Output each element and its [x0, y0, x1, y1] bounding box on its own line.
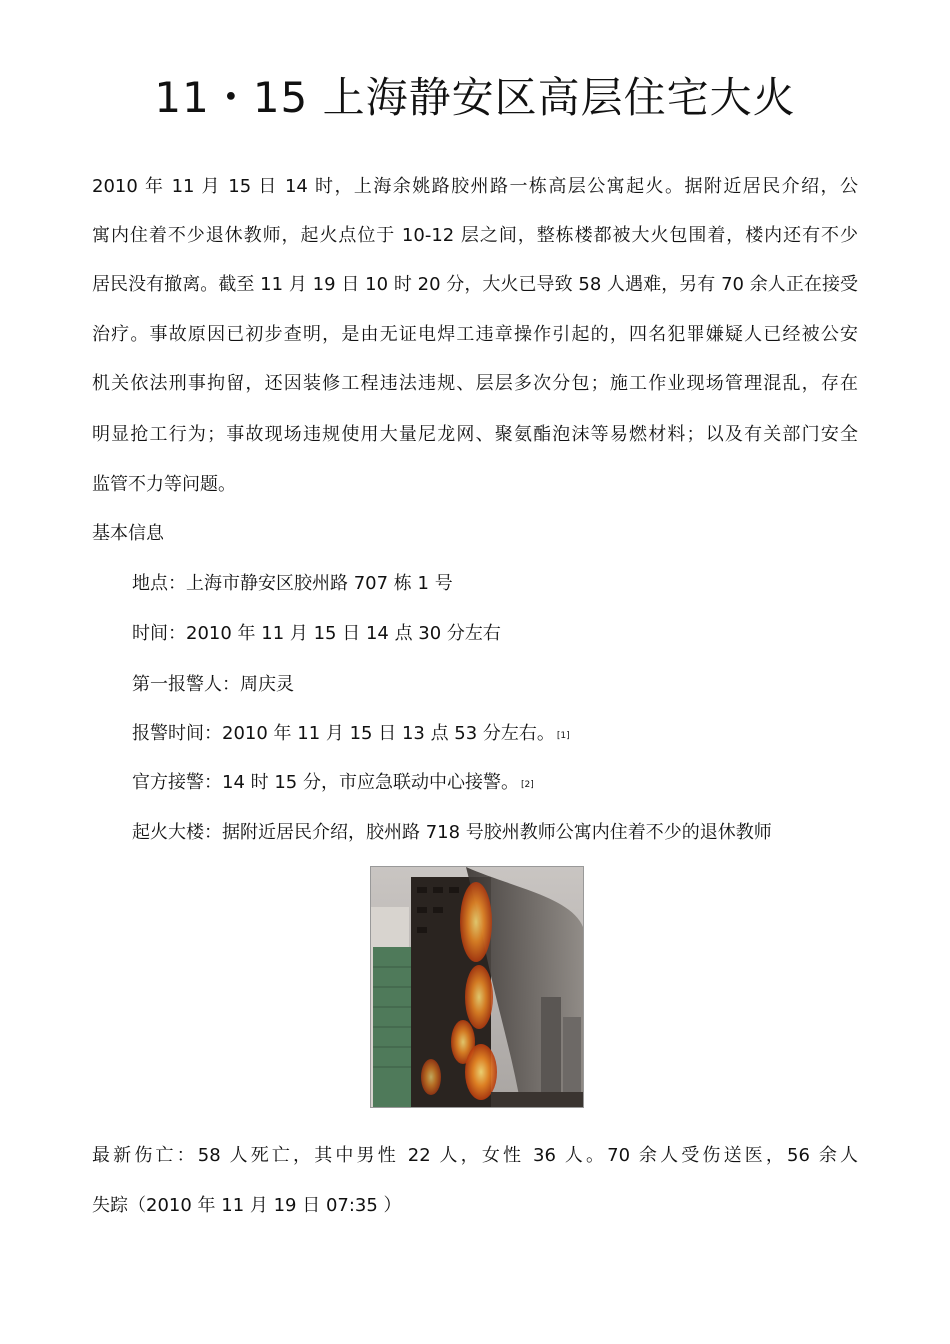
- info-time: 时间：2010 年 11 月 15 日 14 点 30 分左右: [132, 623, 501, 644]
- intro-line: 明显抢工行为；事故现场违规使用大量尼龙网、聚氨酯泡沫等易燃材料；以及有关部门安全: [92, 424, 858, 445]
- info-official-text: 官方接警：14 时 15 分，市应急联动中心接警。: [132, 772, 519, 793]
- intro-line: 寓内住着不少退休教师，起火点位于 10-12 层之间，整栋楼都被大火包围着，楼内还有不少: [92, 225, 858, 246]
- info-report-time-text: 报警时间：2010 年 11 月 15 日 13 点 53 分左右。: [132, 723, 555, 744]
- info-first-reporter: 第一报警人：周庆灵: [132, 674, 294, 695]
- intro-line: 居民没有撤离。截至 11 月 19 日 10 时 20 分，大火已导致 58 人遇难，另有 70 余人正在接受: [92, 274, 858, 295]
- info-official: [132, 770, 534, 798]
- intro-line: 监管不力等问题。: [92, 474, 236, 495]
- info-location: 地点：上海市静安区胶州路 707 栋 1 号: [132, 573, 453, 594]
- casualty-line: 失踪（2010 年 11 月 19 日 07:35 ）: [92, 1195, 402, 1216]
- page-title: 11・15 上海静安区高层住宅大火: [154, 73, 796, 122]
- fire-photo-image: [371, 867, 583, 1107]
- casualty-line: 最新伤亡：58 人死亡，其中男性 22 人，女性 36 人。70 余人受伤送医，56 余人: [92, 1145, 858, 1166]
- info-building: 起火大楼：据附近居民介绍，胶州路 718 号胶州教师公寓内住着不少的退休教师: [132, 822, 772, 843]
- info-report-time: [132, 721, 570, 749]
- fire-photo: [370, 866, 584, 1108]
- citation-link[interactable]: [2]: [520, 780, 534, 790]
- citation-link[interactable]: [1]: [556, 731, 570, 741]
- intro-line: 治疗。事故原因已初步查明，是由无证电焊工违章操作引起的，四名犯罪嫌疑人已经被公安: [92, 324, 858, 345]
- section-heading: 基本信息: [92, 523, 164, 544]
- intro-line: 2010 年 11 月 15 日 14 时，上海余姚路胶州路一栋高层公寓起火。据附近居民介绍，公: [92, 176, 858, 197]
- intro-line: 机关依法刑事拘留，还因装修工程违法违规、层层多次分包；施工作业现场管理混乱，存在: [92, 373, 858, 394]
